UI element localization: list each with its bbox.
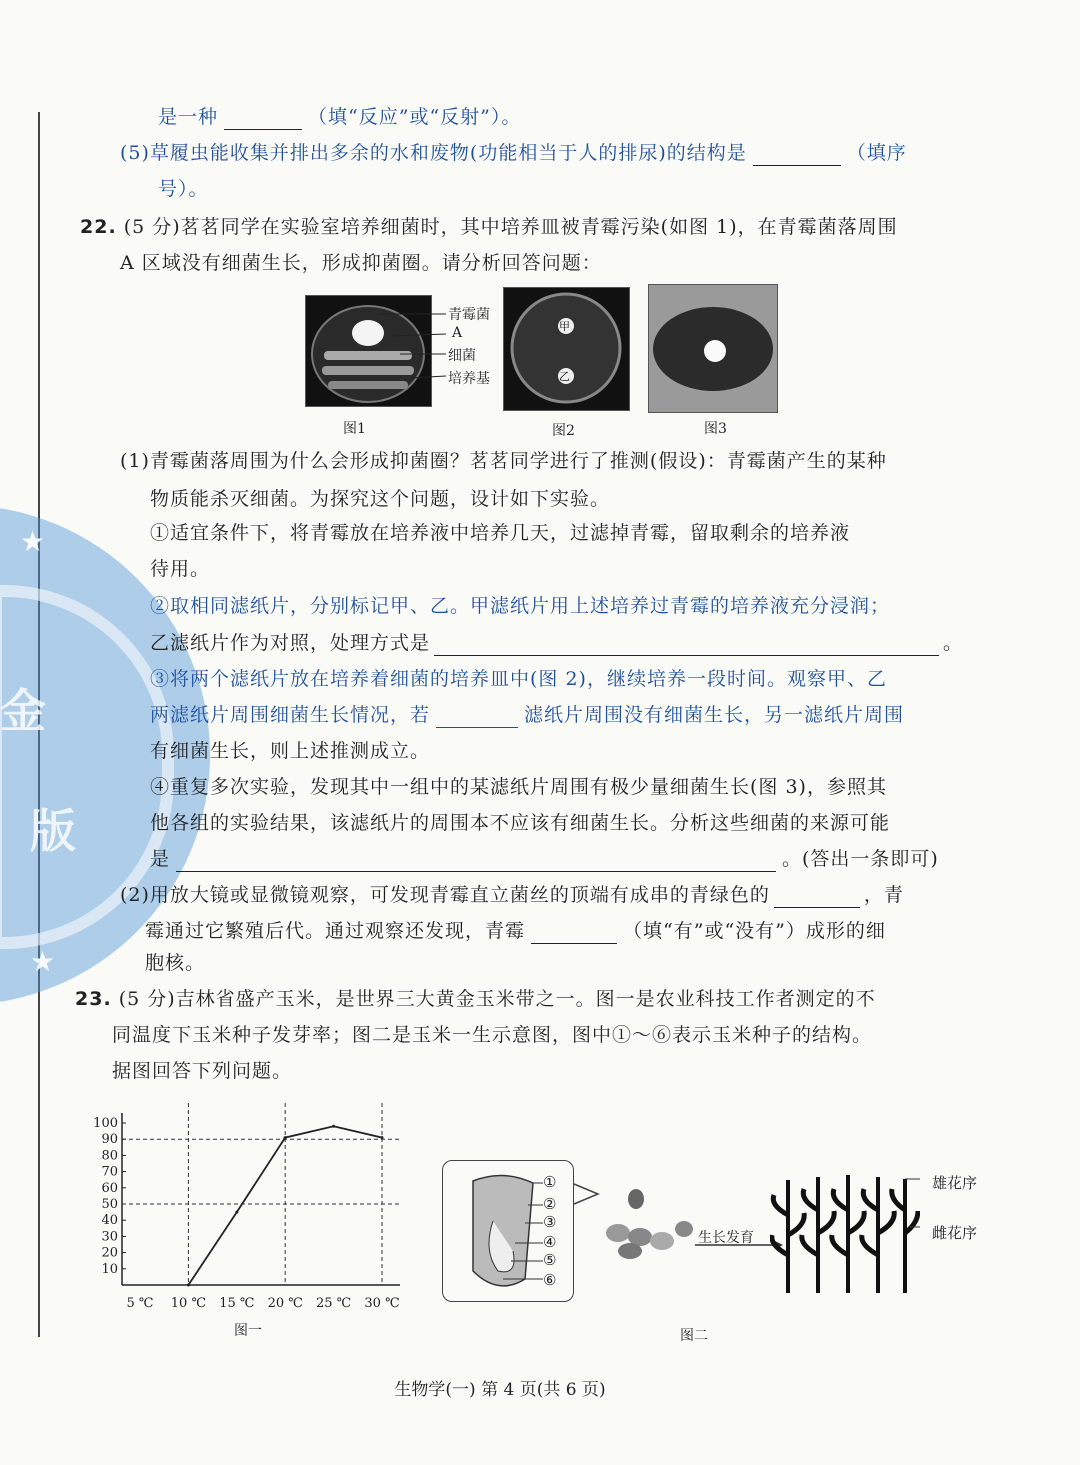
label-male-inflorescence: 雄花序 — [932, 1174, 978, 1192]
q22-step1-line1: ①适宜条件下，将青霉放在培养液中培养几天，过滤掉青霉，留取剩余的培养液 — [150, 522, 851, 544]
y-tick-label: 100 — [93, 1116, 118, 1131]
germination-rate-chart — [90, 1095, 420, 1325]
y-tick-label: 50 — [101, 1197, 118, 1212]
fig2-caption: 图2 — [552, 423, 575, 439]
x-tick-label: 15 ℃ — [219, 1296, 255, 1311]
fig1-label-a: A — [452, 325, 463, 341]
fig1-caption: 图1 — [343, 421, 366, 437]
q21-line-c: 号）。 — [158, 178, 209, 200]
petri-dish-photo-2 — [503, 287, 630, 411]
q23-intro-1: 23. (5 分)吉林省盛产玉米，是世界三大黄金玉米带之一。图一是农业科技工作者测定的不 — [75, 988, 876, 1010]
q22-part1-line1: (1)青霉菌落周围为什么会形成抑菌圈？茗茗同学进行了推测(假设)：青霉菌产生的某种 — [120, 450, 887, 472]
seed-label-5: ⑤ — [543, 1251, 557, 1269]
q22-step4-line1: ④重复多次实验，发现其中一组中的某滤纸片周围有极少量细菌生长(图 3)，参照其 — [150, 776, 887, 798]
q21-blank-2[interactable] — [753, 147, 841, 166]
corn-seeds-illustration — [600, 1185, 700, 1265]
q22-step3-line3: 有细菌生长，则上述推测成立。 — [150, 740, 431, 762]
q22-part1-line2: 物质能杀灭细菌。为探究这个问题，设计如下实验。 — [150, 488, 611, 510]
q23-intro-2: 同温度下玉米种子发芽率；图二是玉米一生示意图，图中①～⑥表示玉米种子的结构。 — [112, 1024, 873, 1046]
fig2-label-yi: 乙 — [559, 370, 570, 383]
data-point — [332, 1125, 335, 1128]
q22-step4-line2: 他各组的实验结果，该滤纸片的周围本不应该有细菌生长。分析这些细菌的来源可能 — [150, 812, 891, 834]
q21-line-a: 是一种 （填“反应”或“反射”）。 — [158, 106, 522, 128]
data-point — [187, 1284, 190, 1287]
germination-line — [188, 1126, 382, 1285]
page-footer: 生物学(一) 第 4 页(共 6 页) — [394, 1380, 606, 1400]
y-tick-label: 10 — [101, 1261, 118, 1277]
q22-part2-line2: 霉通过它繁殖后代。通过观察还发现，青霉 （填“有”或“没有”）成形的细 — [145, 920, 886, 942]
q21-line-b: (5)草履虫能收集并排出多余的水和废物(功能相当于人的排尿)的结构是 （填序 — [120, 142, 907, 164]
growth-arrow-label: 生长发育 — [698, 1230, 754, 1246]
fig1-label-penicillium: 青霉菌 — [448, 307, 490, 323]
label-female-inflorescence: 雌花序 — [932, 1224, 978, 1242]
y-tick-label: 80 — [101, 1148, 118, 1164]
fig1-label-bacteria: 细菌 — [448, 348, 476, 364]
q22-intro-2: A 区域没有细菌生长，形成抑菌圈。请分析回答问题： — [120, 252, 602, 274]
y-tick-label: 20 — [101, 1245, 118, 1261]
y-tick-label: 40 — [101, 1213, 118, 1229]
watermark-logo: ★ ★ 金 版 — [0, 505, 210, 1005]
x-tick-label: 20 ℃ — [267, 1296, 303, 1311]
fig3-caption: 图3 — [704, 421, 727, 437]
q22-step2-line2: 乙滤纸片作为对照，处理方式是 。 — [150, 632, 964, 654]
seed-label-3: ③ — [543, 1213, 557, 1231]
q22-blank-source[interactable] — [176, 853, 776, 872]
q22-step3-line2: 两滤纸片周围细菌生长情况，若 滤纸片周围没有细菌生长，另一滤纸片周围 — [150, 704, 905, 726]
corn-plants-illustration — [770, 1165, 920, 1295]
y-tick-label: 70 — [101, 1164, 118, 1180]
data-point — [381, 1136, 384, 1139]
x-tick-label: 30 ℃ — [364, 1296, 400, 1311]
q22-blank-spore[interactable] — [774, 889, 860, 908]
chart-caption: 图一 — [234, 1323, 262, 1339]
q22-step2-line1: ②取相同滤纸片，分别标记甲、乙。甲滤纸片用上述培养过青霉的培养液充分浸润； — [150, 595, 891, 617]
fig1-label-medium: 培养基 — [448, 371, 490, 387]
q22-step3-line1: ③将两个滤纸片放在培养着细菌的培养皿中(图 2)，继续培养一段时间。观察甲、乙 — [150, 668, 887, 690]
q22-blank-nucleus[interactable] — [531, 925, 617, 944]
petri-dish-photo-3 — [648, 284, 778, 413]
q22-part2-line1: (2)用放大镜或显微镜观察，可发现青霉直立菌丝的顶端有成串的青绿色的 ，青 — [120, 884, 904, 906]
seed-label-4: ④ — [543, 1233, 557, 1251]
figure2-caption: 图二 — [680, 1328, 708, 1344]
data-point — [284, 1136, 287, 1139]
fig2-label-jia: 甲 — [559, 320, 570, 333]
y-tick-label: 30 — [101, 1229, 118, 1245]
q22-step1-line2: 待用。 — [150, 558, 211, 580]
q22-intro-1: 22. (5 分)茗茗同学在实验室培养细菌时，其中培养皿被青霉污染(如图 1)，在青霉菌落周围 — [80, 216, 898, 238]
q22-blank-paper[interactable] — [436, 709, 518, 728]
x-tick-label: 10 ℃ — [170, 1296, 207, 1311]
q23-intro-3: 据图回答下列问题。 — [112, 1060, 293, 1082]
q21-blank-1[interactable] — [224, 111, 302, 130]
q22-step4-line3: 是 。(答出一条即可) — [150, 848, 939, 870]
seed-label-1: ① — [543, 1173, 557, 1191]
q22-blank-control[interactable] — [434, 637, 939, 656]
x-tick-label: 25 ℃ — [315, 1296, 352, 1311]
y-tick-label: 60 — [101, 1180, 118, 1196]
data-point — [235, 1211, 238, 1214]
seed-label-6: ⑥ — [543, 1271, 557, 1289]
q22-part2-line3: 胞核。 — [145, 952, 206, 974]
x-tick-label: 5 ℃ — [126, 1296, 154, 1311]
seed-label-2: ② — [543, 1195, 557, 1213]
y-tick-label: 90 — [101, 1132, 118, 1148]
